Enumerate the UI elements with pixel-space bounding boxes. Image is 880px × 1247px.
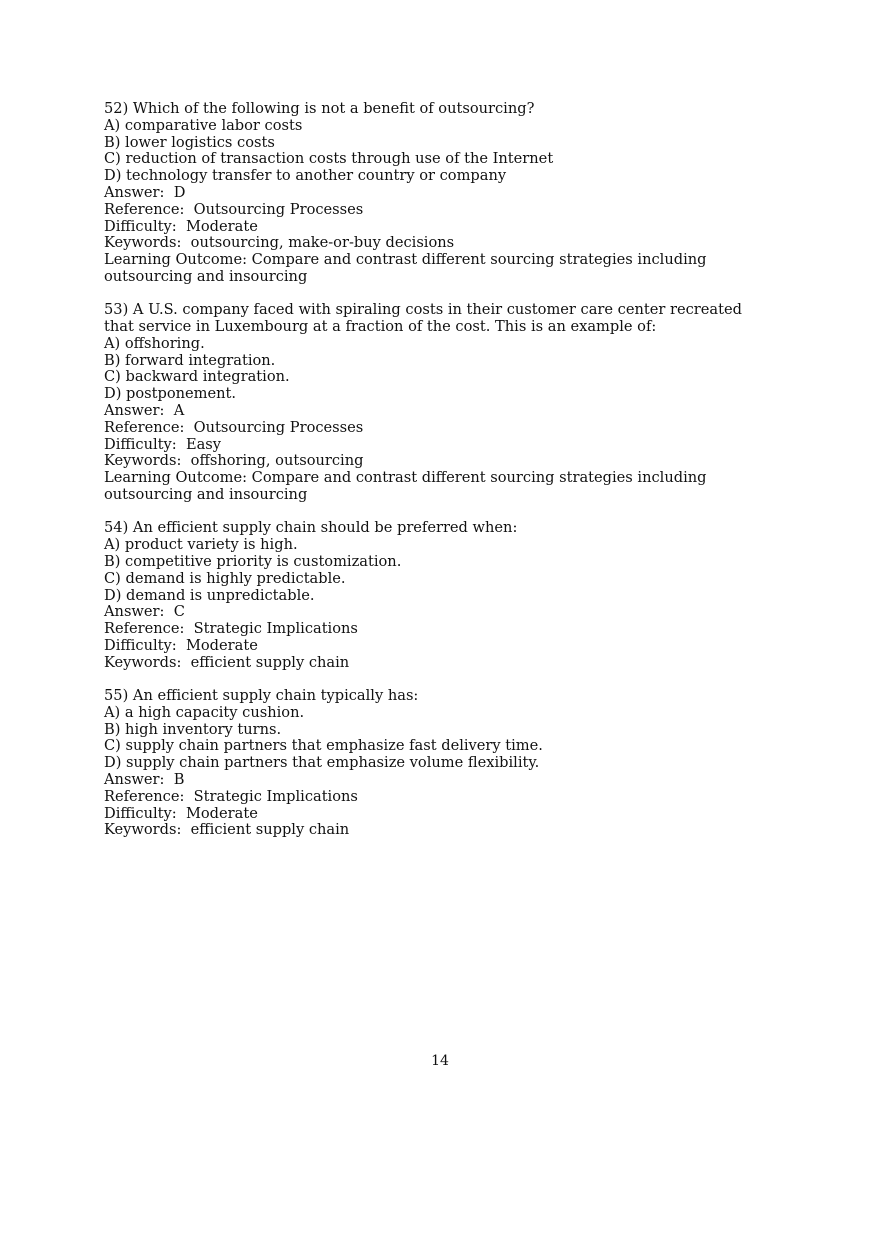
- reference: Reference: Strategic Implications: [104, 787, 358, 805]
- difficulty: Difficulty: Moderate: [104, 217, 258, 235]
- learning-outcome: Learning Outcome: Compare and contrast different sourcing strategies including outsourcing and insourcing: [104, 469, 707, 504]
- question-stem: 55) An efficient supply chain typically has:: [104, 687, 419, 704]
- option-c: C) supply chain partners that emphasize fast delivery time.: [104, 737, 543, 755]
- question-stem: 52) Which of the following is not a benefit of outsourcing?: [104, 100, 535, 117]
- keywords: Keywords: efficient supply chain: [104, 821, 350, 839]
- answer: Answer: D: [104, 183, 186, 201]
- reference: Reference: Outsourcing Processes: [104, 418, 364, 436]
- answer: Answer: C: [104, 603, 185, 621]
- page-number: 14: [431, 1053, 449, 1069]
- option-b: B) lower logistics costs: [104, 133, 275, 151]
- keywords: Keywords: outsourcing, make-or-buy decisions: [104, 234, 455, 252]
- reference: Reference: Outsourcing Processes: [104, 200, 364, 218]
- option-d: D) demand is unpredictable.: [104, 586, 315, 604]
- option-c: C) demand is highly predictable.: [104, 569, 346, 587]
- keywords: Keywords: efficient supply chain: [104, 653, 350, 671]
- keywords: Keywords: offshoring, outsourcing: [104, 452, 364, 470]
- option-c: C) reduction of transaction costs through use of the Internet: [104, 150, 554, 168]
- question-stem: 54) An efficient supply chain should be preferred when:: [104, 519, 518, 537]
- question-stem: 53) A U.S. company faced with spiraling costs in their customer care center recreated that service in Luxembourg at a fraction of the cost. This is an example of:: [104, 301, 742, 336]
- option-a: A) product variety is high.: [104, 536, 298, 554]
- option-a: A) offshoring.: [104, 334, 205, 352]
- reference: Reference: Strategic Implications: [104, 620, 358, 638]
- answer: Answer: B: [104, 770, 185, 788]
- option-d: D) supply chain partners that emphasize volume flexibility.: [104, 754, 540, 772]
- option-a: A) a high capacity cushion.: [104, 703, 305, 721]
- option-b: B) forward integration.: [104, 351, 276, 369]
- question-list: [104, 101, 784, 856]
- option-c: C) backward integration.: [104, 368, 290, 386]
- option-b: B) high inventory turns.: [104, 720, 282, 738]
- difficulty: Difficulty: Moderate: [104, 636, 258, 654]
- option-b: B) competitive priority is customization.: [104, 552, 402, 570]
- option-d: D) postponement.: [104, 385, 237, 403]
- answer: Answer: A: [104, 402, 185, 420]
- difficulty: Difficulty: Easy: [104, 435, 222, 453]
- learning-outcome: Learning Outcome: Compare and contrast different sourcing strategies including outsourcing and insourcing: [104, 251, 707, 285]
- question-53: [104, 302, 784, 504]
- option-a: A) comparative labor costs: [104, 116, 303, 134]
- question-52: [104, 101, 784, 286]
- question-55: [104, 688, 784, 839]
- option-d: D) technology transfer to another country or company: [104, 167, 507, 185]
- question-54: [104, 520, 784, 671]
- difficulty: Difficulty: Moderate: [104, 804, 258, 822]
